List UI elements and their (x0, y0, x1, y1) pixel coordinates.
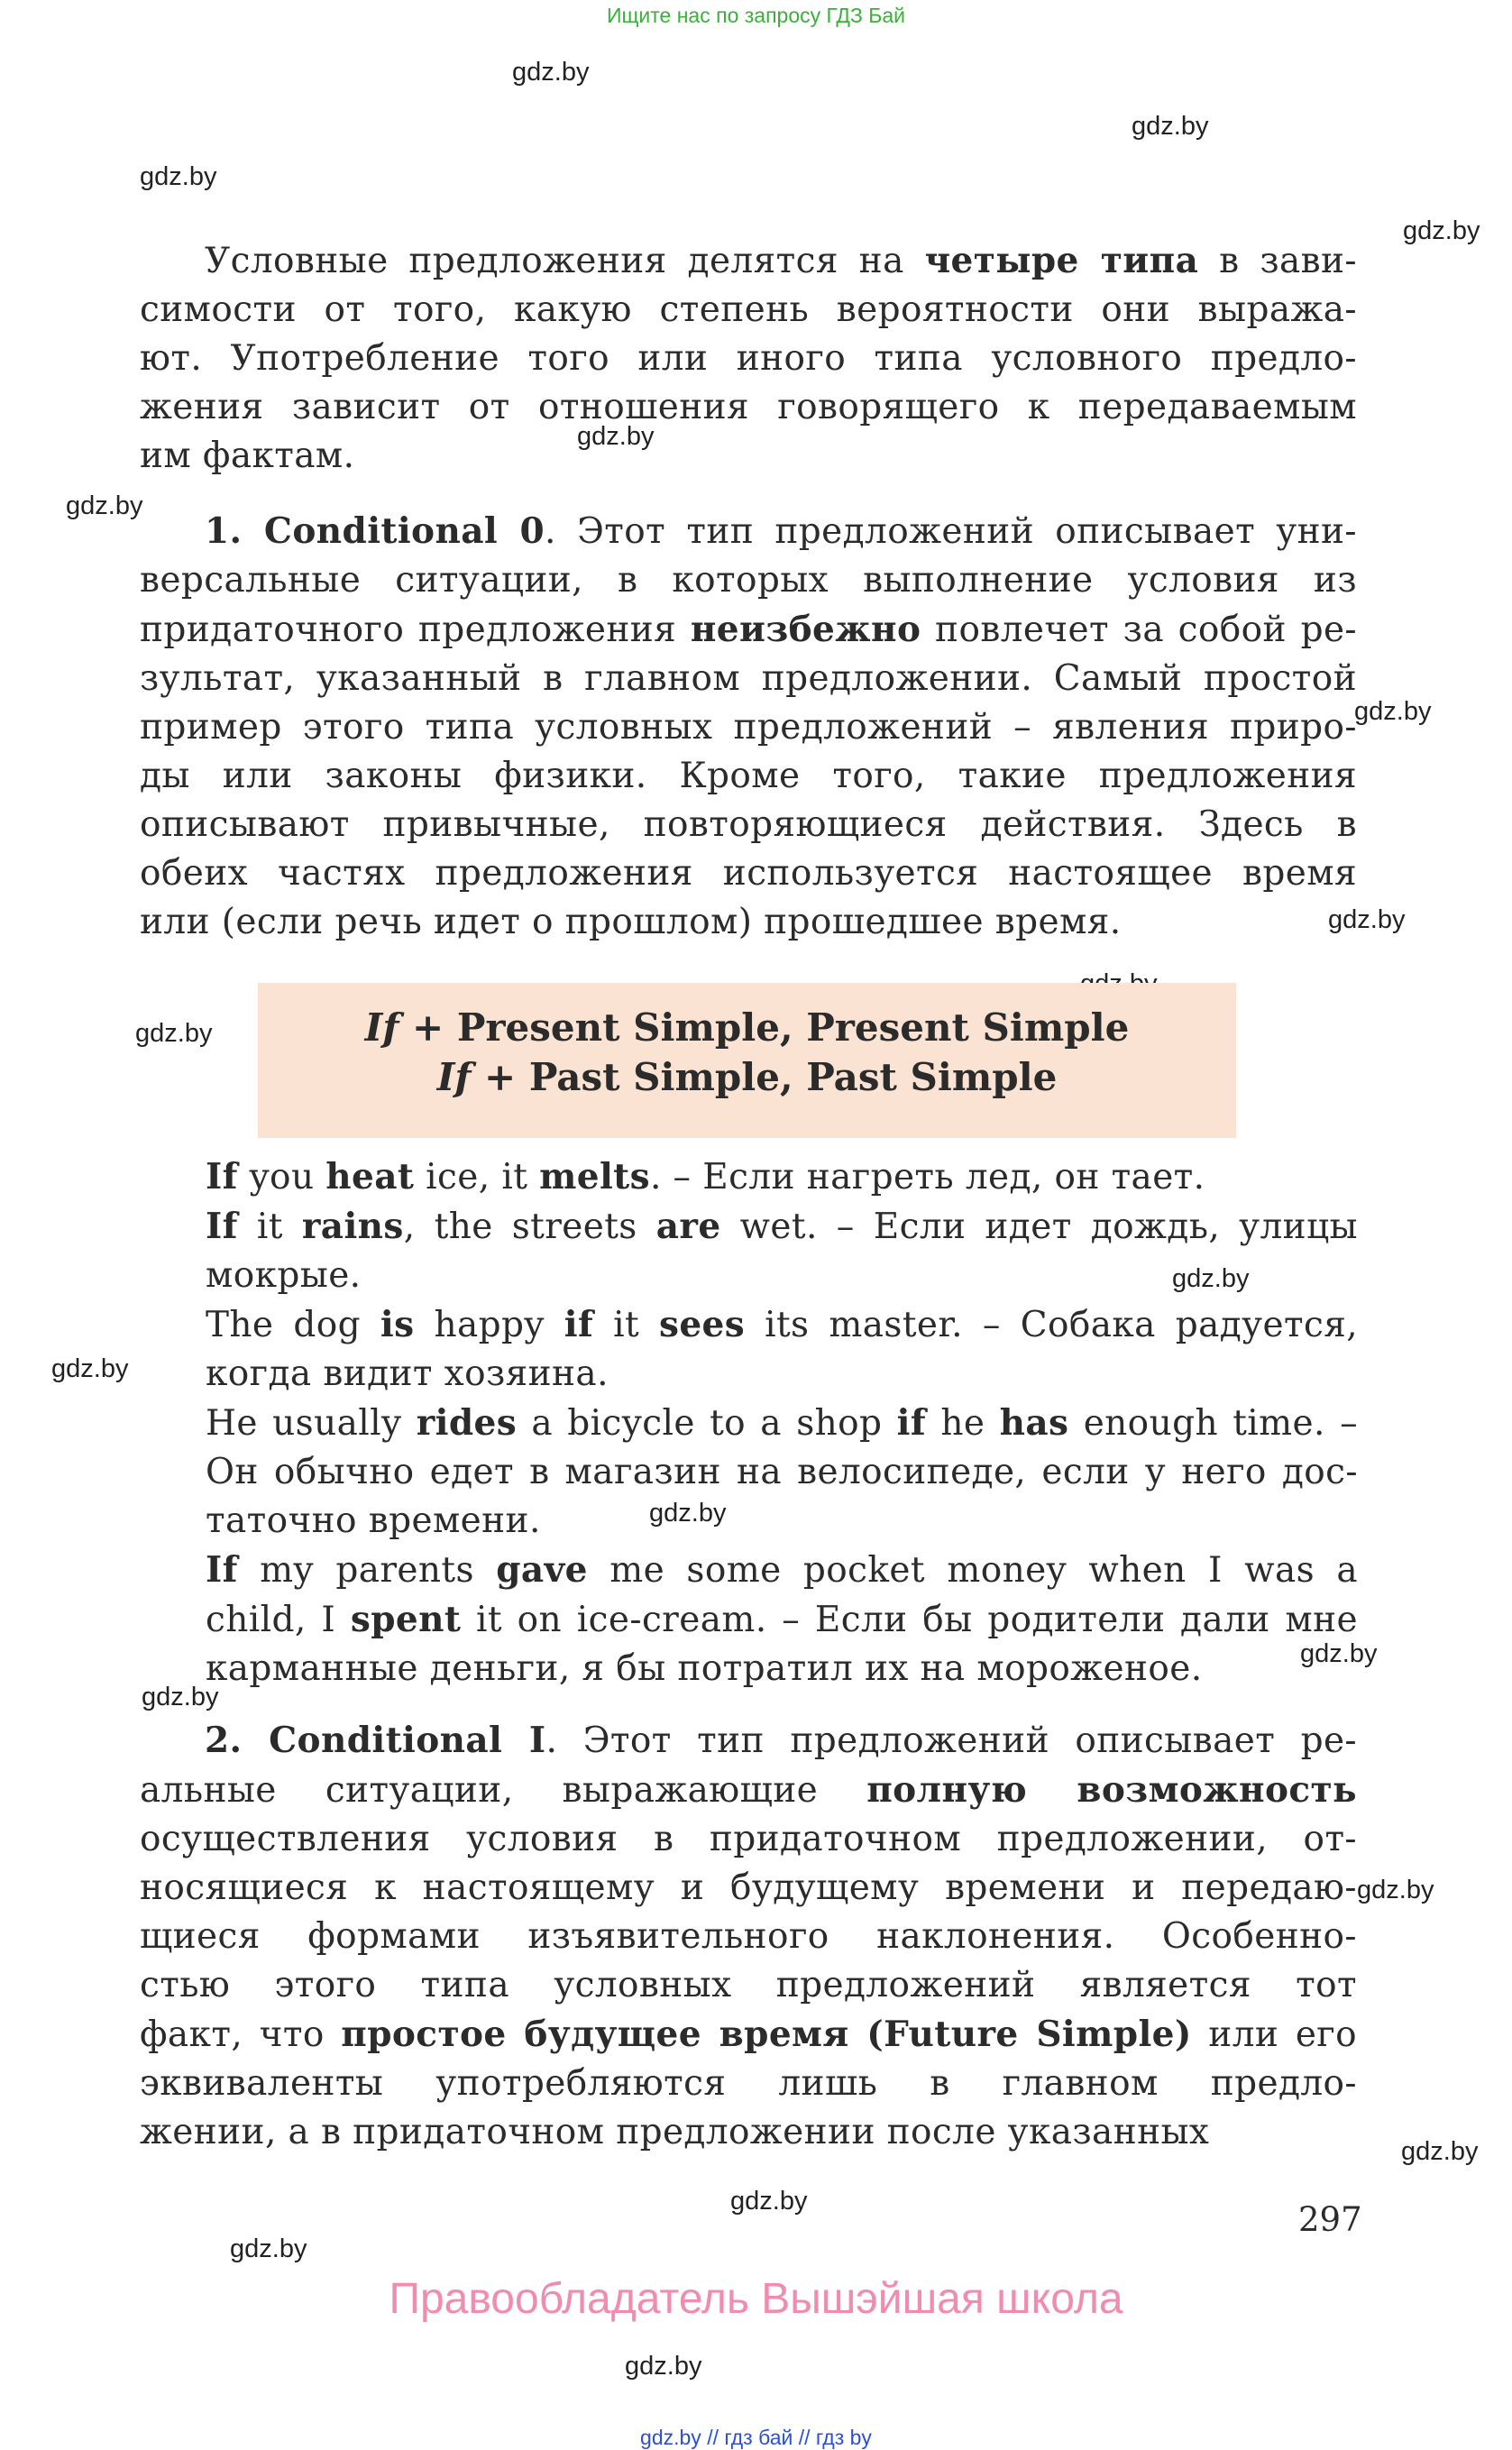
text-run: стью этого типа условных предложений является тот (140, 1965, 1357, 2005)
paragraph-line (140, 335, 1357, 383)
text-run: gave (496, 1549, 588, 1591)
paragraph-line (140, 236, 1357, 286)
paragraph-line (140, 1716, 1357, 1766)
paragraph-line (140, 1864, 1357, 1913)
text-run: описывают привычные, повторяющиеся действия. Здесь в (140, 804, 1357, 845)
text-run: If (206, 1549, 238, 1591)
text-run: мокрые. (206, 1255, 362, 1296)
watermark: gdz.by (577, 422, 655, 451)
watermark: gdz.by (1300, 1639, 1378, 1668)
text-run: 2. Conditional I (205, 1720, 546, 1761)
watermark: gdz.by (625, 2352, 702, 2381)
text-run: you (237, 1157, 326, 1197)
example-line (206, 1546, 1358, 1595)
text-run: жения зависит от отношения говорящего к передаваемым (140, 387, 1357, 427)
text-run: it (593, 1305, 659, 1345)
paragraph-line (140, 2060, 1357, 2108)
paragraph-line (140, 556, 1357, 605)
text-run: карманные деньги, я бы потратил их на мороженое. (206, 1648, 1203, 1689)
paragraph-line (140, 2108, 1357, 2157)
text-run: are (655, 1206, 721, 1247)
text-run: версальные ситуации, в которых выполнение условия из (140, 560, 1357, 601)
text-run: альные ситуации, выражающие (140, 1770, 867, 1811)
watermark: gdz.by (1401, 2137, 1479, 2166)
paragraph-line (140, 703, 1357, 752)
text-run: if (564, 1304, 594, 1345)
paragraph-line (140, 383, 1357, 432)
paragraph-line (140, 752, 1357, 801)
text-run: когда видит хозяина. (206, 1353, 609, 1394)
page-number: 297 (1298, 2200, 1362, 2239)
text-run: enough time. – (1068, 1403, 1359, 1444)
text-run: простое будущее время (Future Simple) (341, 2014, 1192, 2055)
text-run: it (237, 1207, 302, 1247)
text-run: эквиваленты употребляются лишь в главном предло- (140, 2063, 1357, 2104)
text-run: spent (350, 1599, 462, 1640)
text-run: He usually (206, 1403, 417, 1444)
watermark: gdz.by (1357, 1876, 1434, 1904)
text-run: has (999, 1402, 1069, 1444)
text-run: ют. Употребление того или иного типа условного предло- (140, 338, 1357, 379)
text-run: . Этот тип предложений описывает ре- (545, 1721, 1358, 1761)
text-run: Он обычно едет в магазин на велосипеде, если у него дос- (206, 1452, 1358, 1492)
watermark: gdz.by (230, 2234, 307, 2263)
formula-rest: + Past Simple, Past Simple (471, 1055, 1058, 1099)
formula-line-past (258, 1055, 1236, 1099)
text-run: sees (658, 1304, 746, 1345)
watermark: gdz.by (1354, 697, 1432, 726)
example-line (206, 1252, 1358, 1300)
watermark: gdz.by (512, 58, 590, 87)
text-run: или (если речь идет о прошлом) прошедшее время. (140, 902, 1122, 942)
text-run: четыре типа (924, 240, 1199, 281)
text-run: обеих частях предложения используется настоящее время (140, 853, 1357, 894)
example-line (206, 1350, 1358, 1399)
text-run: зультат, указанный в главном предложении. Самый простой (140, 658, 1357, 699)
example-line (206, 1595, 1358, 1645)
formula-line-present (258, 1005, 1236, 1050)
paragraph-line (140, 898, 1357, 947)
examples-list (206, 1152, 1358, 1693)
text-run: Условные предложения делятся на (205, 241, 925, 281)
text-run: полную возможность (866, 1769, 1357, 1811)
text-run: носящиеся к настоящему и будущему времени и передаю- (140, 1867, 1357, 1908)
text-run: пример этого типа условных предложений – явления приро- (140, 707, 1357, 748)
text-run: придаточного предложения (140, 610, 691, 650)
paragraph-line (140, 1766, 1357, 1815)
text-run: me some pocket money when I was a (587, 1550, 1359, 1591)
example-line (206, 1202, 1358, 1252)
text-run: или его (1191, 2014, 1358, 2055)
watermark: gdz.by (140, 162, 217, 191)
paragraph-line (140, 849, 1357, 898)
text-run: неизбежно (690, 609, 921, 650)
watermark: gdz.by (51, 1354, 129, 1383)
paragraph-line (140, 2010, 1357, 2060)
text-run: щиеся формами изъявительного наклонения. Особенно- (140, 1916, 1357, 1957)
text-run: If (206, 1156, 238, 1197)
example-line (206, 1300, 1358, 1350)
paragraph-line (140, 1815, 1357, 1864)
paragraph-line (140, 1961, 1357, 2010)
paragraph-line (140, 655, 1357, 703)
text-run: симости от того, какую степень вероятности они выража- (140, 289, 1357, 330)
text-run: wet. – Если идет дождь, улицы (720, 1207, 1358, 1247)
text-run: осуществления условия в придаточном предложении, от- (140, 1819, 1357, 1859)
text-run: . Этот тип предложений описывает уни- (545, 511, 1357, 552)
formula-if: If (364, 1005, 399, 1050)
paragraph-line (140, 286, 1357, 335)
text-run: в зави- (1198, 241, 1357, 281)
watermark: gdz.by (730, 2187, 808, 2216)
formula-box (258, 983, 1236, 1138)
text-run: факт, что (140, 2014, 342, 2055)
text-run: if (896, 1402, 927, 1444)
top-banner: Ищите нас по запросу ГДЗ Бай (606, 4, 906, 27)
text-run: . – Если нагреть лед, он тает. (649, 1157, 1205, 1197)
watermark: gdz.by (1172, 1264, 1250, 1293)
text-run: is (380, 1304, 415, 1345)
watermark: gdz.by (1132, 112, 1209, 141)
conditional-0-paragraph (140, 507, 1357, 947)
text-run: The dog (206, 1305, 380, 1345)
text-run: им фактам. (140, 436, 355, 476)
text-run: its master. – Собака радуется, (745, 1305, 1359, 1345)
example-line (206, 1497, 1358, 1546)
text-run: rains (301, 1206, 404, 1247)
text-run: 1. Conditional 0 (205, 510, 545, 552)
text-run: , the streets (403, 1207, 656, 1247)
text-run: повлечет за собой ре- (921, 610, 1358, 650)
text-run: happy (414, 1305, 564, 1345)
text-run: it on ice-cream. – Если бы родители дали мне (461, 1600, 1358, 1640)
text-run: ice, it (414, 1157, 540, 1197)
formula-if: If (436, 1055, 472, 1099)
text-run: a bicycle to a shop (517, 1403, 897, 1444)
text-run: If (206, 1206, 238, 1247)
watermark: gdz.by (66, 491, 143, 520)
watermark: gdz.by (1328, 905, 1406, 934)
watermark: gdz.by (142, 1683, 219, 1711)
text-run: melts (539, 1156, 650, 1197)
text-run: heat (325, 1156, 415, 1197)
text-run: ды или законы физики. Кроме того, такие предложения (140, 756, 1357, 796)
paragraph-line (140, 1913, 1357, 1961)
watermark: gdz.by (1403, 216, 1480, 245)
example-line (206, 1152, 1358, 1202)
text-run: my parents (237, 1550, 497, 1591)
text-run: he (926, 1403, 1000, 1444)
text-run: таточно времени. (206, 1500, 541, 1541)
conditional-1-paragraph (140, 1716, 1357, 2157)
example-line (206, 1399, 1358, 1448)
paragraph-line (140, 801, 1357, 849)
text-run: жении, а в придаточном предложении после указанных (140, 2112, 1210, 2152)
text-run: rides (416, 1402, 518, 1444)
copyright-owner: Правообладатель Вышэйшая школа (389, 2275, 1123, 2323)
intro-paragraph (140, 236, 1357, 481)
formula-rest: + Present Simple, Present Simple (399, 1005, 1130, 1050)
text-run: child, I (206, 1600, 351, 1640)
footer-links: gdz.by // гдз бай // гдз by (640, 2426, 872, 2449)
paragraph-line (140, 605, 1357, 655)
watermark: gdz.by (649, 1499, 727, 1528)
watermark: gdz.by (135, 1019, 213, 1048)
example-line (206, 1448, 1358, 1497)
example-line (206, 1645, 1358, 1693)
paragraph-line (140, 507, 1357, 556)
paragraph-line (140, 432, 1357, 481)
